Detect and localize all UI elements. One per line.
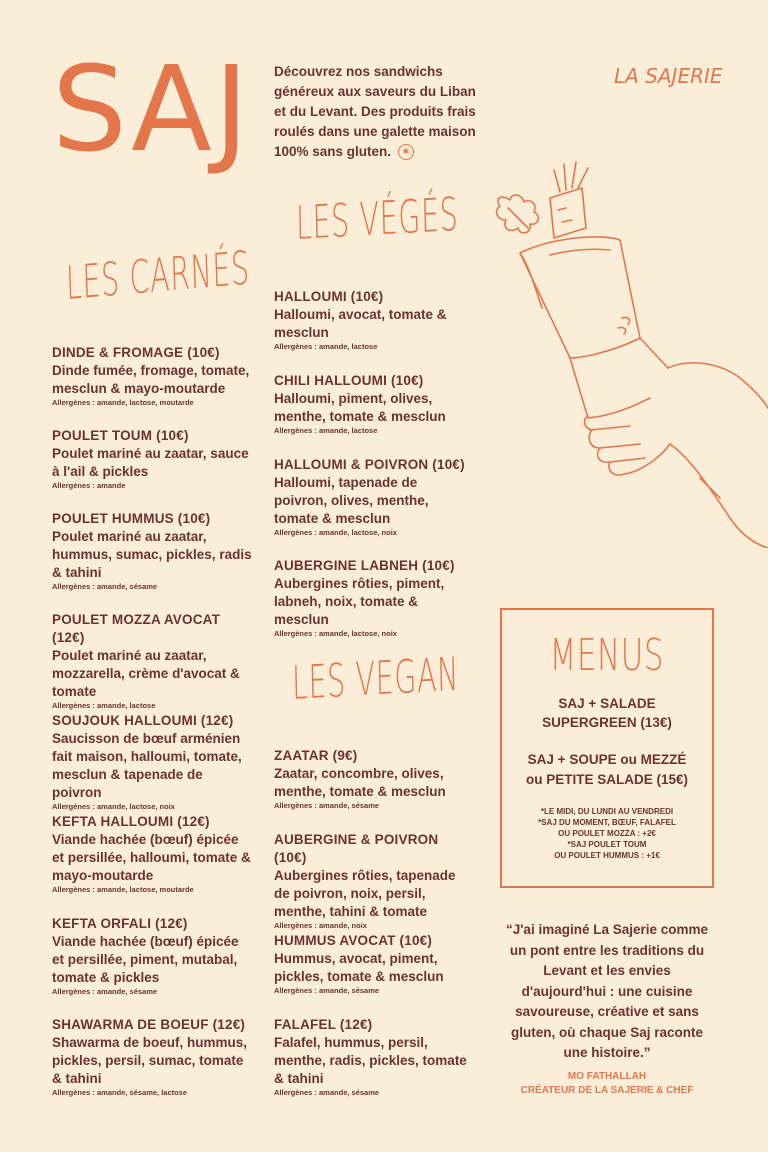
menu-option-line: SAJ + SOUPE ou MEZZÉ [527,752,687,767]
menu-item: SOUJOUK HALLOUMI (12€) Saucisson de bœuf arménien fait maison, halloumi, tomate, mesclun & tapenade de poivron Allergènes : amande, lactose, noix [52,713,242,811]
section-title-veges: LES VÉGÉS [295,186,459,250]
section-title-carnes: LES CARNÉS [65,240,251,310]
menu-item: POULET HUMMUS (10€) Poulet mariné au zaatar, hummus, sumac, pickles, radis & tahini Allergènes : amande, sésame [52,511,252,591]
menu-item: KEFTA ORFALI (12€) Viande hachée (bœuf) épicée et persillée, piment, mutabal, tomate & pickles Allergènes : amande, sésame [52,916,239,996]
menu-item: AUBERGINE LABNEH (10€) Aubergines rôties, piment, labneh, noix, tomate & mesclun Allergènes : amande, lactose, noix [274,558,455,638]
menu-note: *SAJ POULET TOUM [567,840,647,849]
menu-item: HALLOUMI (10€) Halloumi, avocat, tomate & mesclun Allergènes : amande, lactose [274,289,447,351]
menu-item: ZAATAR (9€) Zaatar, concombre, olives, menthe, tomate & mesclun Allergènes : amande, sésame [274,748,446,810]
menus-title: MENUS [549,630,665,681]
page-title: SAJ [52,40,251,178]
menu-item: CHILI HALLOUMI (10€) Halloumi, piment, olives, menthe, tomate & mesclun Allergènes : amande, lactose [274,373,446,435]
brand-logo: LA SAJERIE [614,64,723,88]
menu-item: KEFTA HALLOUMI (12€) Viande hachée (bœuf) épicée et persillée, halloumi, tomate & mayo-moutarde Allergènes : amande, lactose, moutarde [52,814,251,894]
menu-option-line: SUPERGREEN (13€) [542,715,672,730]
menu-item: SHAWARMA DE BOEUF (12€) Shawarma de boeuf, hummus, pickles, persil, sumac, tomate & tahini Allergènes : amande, sésame, lactose [52,1017,248,1097]
menu-note: *LE MIDI, DU LUNDI AU VENDREDI [540,807,674,816]
menu-item: FALAFEL (12€) Falafel, hummus, persil, menthe, radis, pickles, tomate & tahini Allergènes : amande, sésame [274,1017,467,1097]
menu-item: HALLOUMI & POIVRON (10€) Halloumi, tapenade de poivron, olives, menthe, tomate & mesclun Allergènes : amande, lactose, noix [274,457,465,537]
menu-option-line: SAJ + SALADE [558,696,656,711]
menu-option-line: ou PETITE SALADE (15€) [525,772,689,787]
gluten-free-icon: ✱ [398,144,414,160]
menu-item: DINDE & FROMAGE (10€) Dinde fumée, fromage, tomate, mesclun & mayo-moutarde Allergènes : amande, lactose, moutarde [52,345,250,407]
intro-text: Découvrez nos sandwichs généreux aux saveurs du Liban et du Levant. Des produits frais roulés dans une galette maison 100% sans gluten. ✱ [274,64,476,159]
menu-note: *SAJ DU MOMENT, BŒUF, FALAFEL [538,818,676,827]
menu-item: POULET MOZZA AVOCAT (12€) Poulet mariné au zaatar, mozzarella, crème d'avocat & tomate Allergènes : amande, lactose [52,612,240,710]
menu-note: OU POULET HUMMUS : +1€ [554,851,660,860]
saj-wrap-illustration [490,158,768,548]
quote-author: MO FATHALLAH CRÉATEUR DE LA SAJERIE & CHEF [520,1071,694,1096]
menu-item: HUMMUS AVOCAT (10€) Hummus, avocat, piment, pickles, tomate & mesclun Allergènes : amande, sésame [274,933,444,995]
menu-item: POULET TOUM (10€) Poulet mariné au zaatar, sauce à l'ail & pickles Allergènes : amande [52,428,249,490]
menu-note: OU POULET MOZZA : +2€ [558,829,656,838]
menu-item: AUBERGINE & POIVRON (10€) Aubergines rôties, tapenade de poivron, noix, persil, menthe, tahini & tomate Allergènes : amande, noix [274,832,456,930]
section-title-vegan: LES VEGAN [291,646,460,710]
chef-quote: “J'ai imaginé La Sajerie comme un pont entre les traditions du Levant et les envies d'aujourd'hui : une cuisine savoureuse, créative et sans gluten, où chaque Saj raconte une histoire.” [505,922,709,1060]
